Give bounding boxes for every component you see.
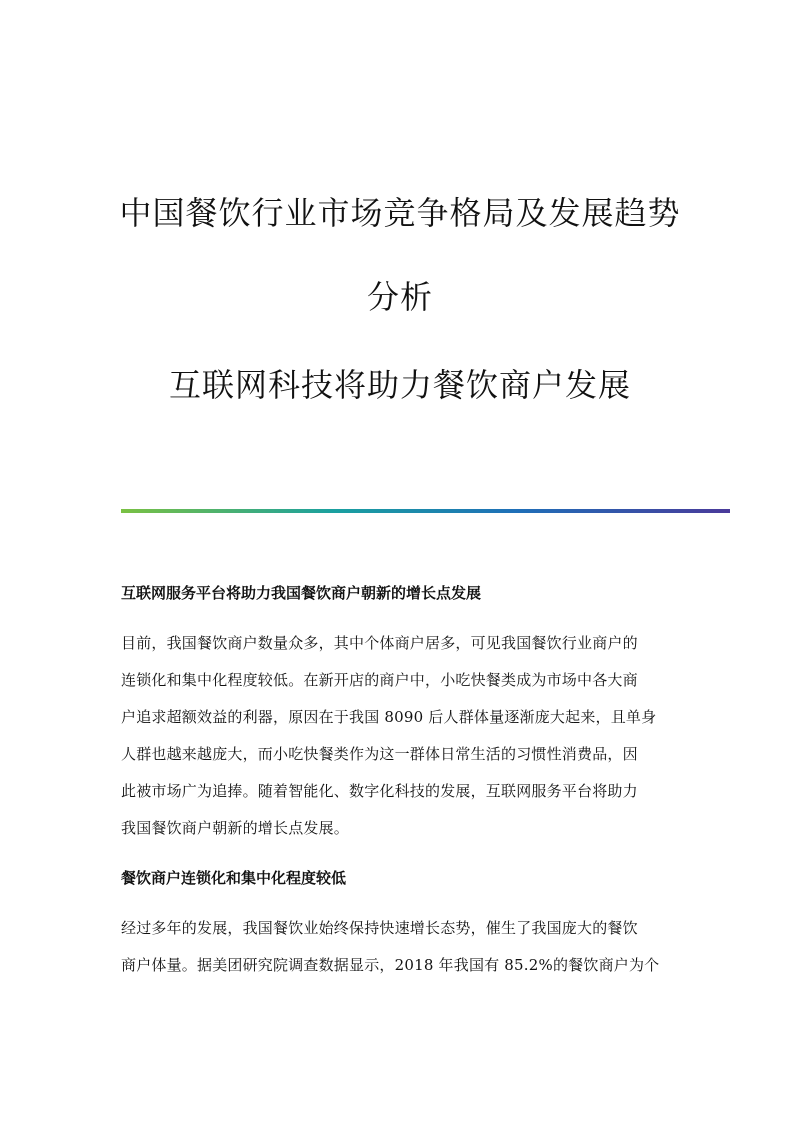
section-1-paragraph: [121, 625, 681, 847]
gradient-divider: [121, 509, 730, 513]
document-subtitle: 互联网科技将助力餐饮商户发展: [168, 366, 631, 404]
paragraph-line: 连锁化和集中化程度较低。在新开店的商户中，小吃快餐类成为市场中各大商: [121, 671, 638, 689]
paragraph-line: 人群也越来越庞大，而小吃快餐类作为这一群体日常生活的习惯性消费品，因: [121, 745, 638, 763]
section-2-paragraph: [121, 910, 681, 984]
document-body: [121, 580, 681, 984]
section-heading-1: 互联网服务平台将助力我国餐饮商户朝新的增长点发展: [121, 584, 482, 602]
paragraph-line: 此被市场广为追捧。随着智能化、数字化科技的发展，互联网服务平台将助力: [121, 782, 638, 800]
document-title-line-1: 中国餐饮行业市场竞争格局及发展趋势: [119, 194, 681, 232]
document-title-line-2: 分析: [366, 278, 433, 316]
paragraph-line: 目前，我国餐饮商户数量众多，其中个体商户居多，可见我国餐饮行业商户的: [121, 634, 638, 652]
paragraph-line: 我国餐饮商户朝新的增长点发展。: [121, 819, 350, 837]
paragraph-line: 商户体量。据美团研究院调查数据显示，2018 年我国有 85.2%的餐饮商户为个: [121, 956, 660, 974]
paragraph-line: 户追求超额效益的利器，原因在于我国 8090 后人群体量逐渐庞大起来，且单身: [121, 708, 657, 726]
section-heading-2: 餐饮商户连锁化和集中化程度较低: [121, 869, 347, 887]
paragraph-line: 经过多年的发展，我国餐饮业始终保持快速增长态势，催生了我国庞大的餐饮: [121, 919, 638, 937]
